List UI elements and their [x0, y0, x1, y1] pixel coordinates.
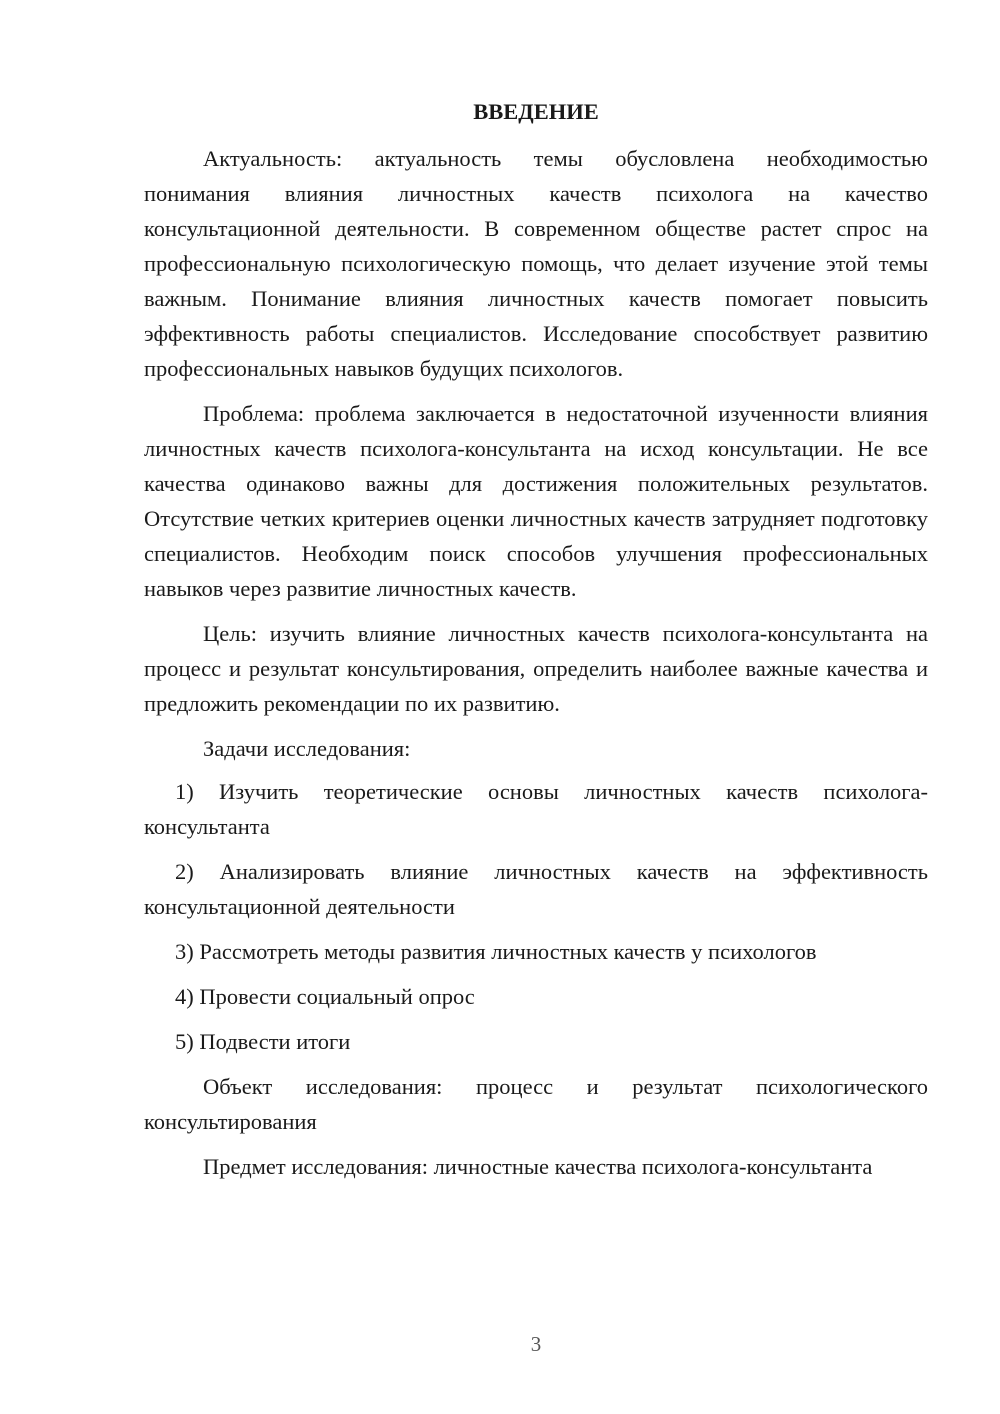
- page-content: [144, 94, 928, 1194]
- page-number: 3: [530, 1332, 542, 1356]
- task-item-4: 4) Провести социальный опрос: [175, 984, 475, 1009]
- tasks-heading: Задачи исследования:: [203, 736, 411, 761]
- task-item-1: 1) Изучить теоретические основы личностных качеств психолога-консультанта: [144, 779, 928, 839]
- research-subject: Предмет исследования: личностные качества психолога-консультанта: [203, 1154, 873, 1179]
- task-item-2: 2) Анализировать влияние личностных качеств на эффективность консультационной деятельности: [144, 859, 928, 919]
- paragraph-problem: Проблема: проблема заключается в недостаточной изученности влияния личностных качеств психолога-консультанта на исход консультации. Не все качества одинаково важны для достижения положительных результатов. Отсутствие четких критериев оценки личностных качеств затрудняет подготовку специалистов. Необходим поиск способов улучшения профессиональных навыков через развитие личностных качеств.: [144, 401, 928, 601]
- paragraph-goal: Цель: изучить влияние личностных качеств психолога-консультанта на процесс и результат консультирования, определить наиболее важные качества и предложить рекомендации по их развитию.: [144, 621, 928, 716]
- research-object: Объект исследования: процесс и результат психологического консультирования: [144, 1074, 928, 1134]
- paragraph-relevance: Актуальность: актуальность темы обусловлена необходимостью понимания влияния личностных качеств психолога на качество консультационной деятельности. В современном обществе растет спрос на профессиональную психологическую помощь, что делает изучение этой темы важным. Понимание влияния личностных качеств помогает повысить эффективность работы специалистов. Исследование способствует развитию профессиональных навыков будущих психологов.: [144, 146, 928, 381]
- page-title: ВВЕДЕНИЕ: [473, 99, 599, 124]
- task-item-5: 5) Подвести итоги: [175, 1029, 351, 1054]
- task-item-3: 3) Рассмотреть методы развития личностных качеств у психологов: [175, 939, 817, 964]
